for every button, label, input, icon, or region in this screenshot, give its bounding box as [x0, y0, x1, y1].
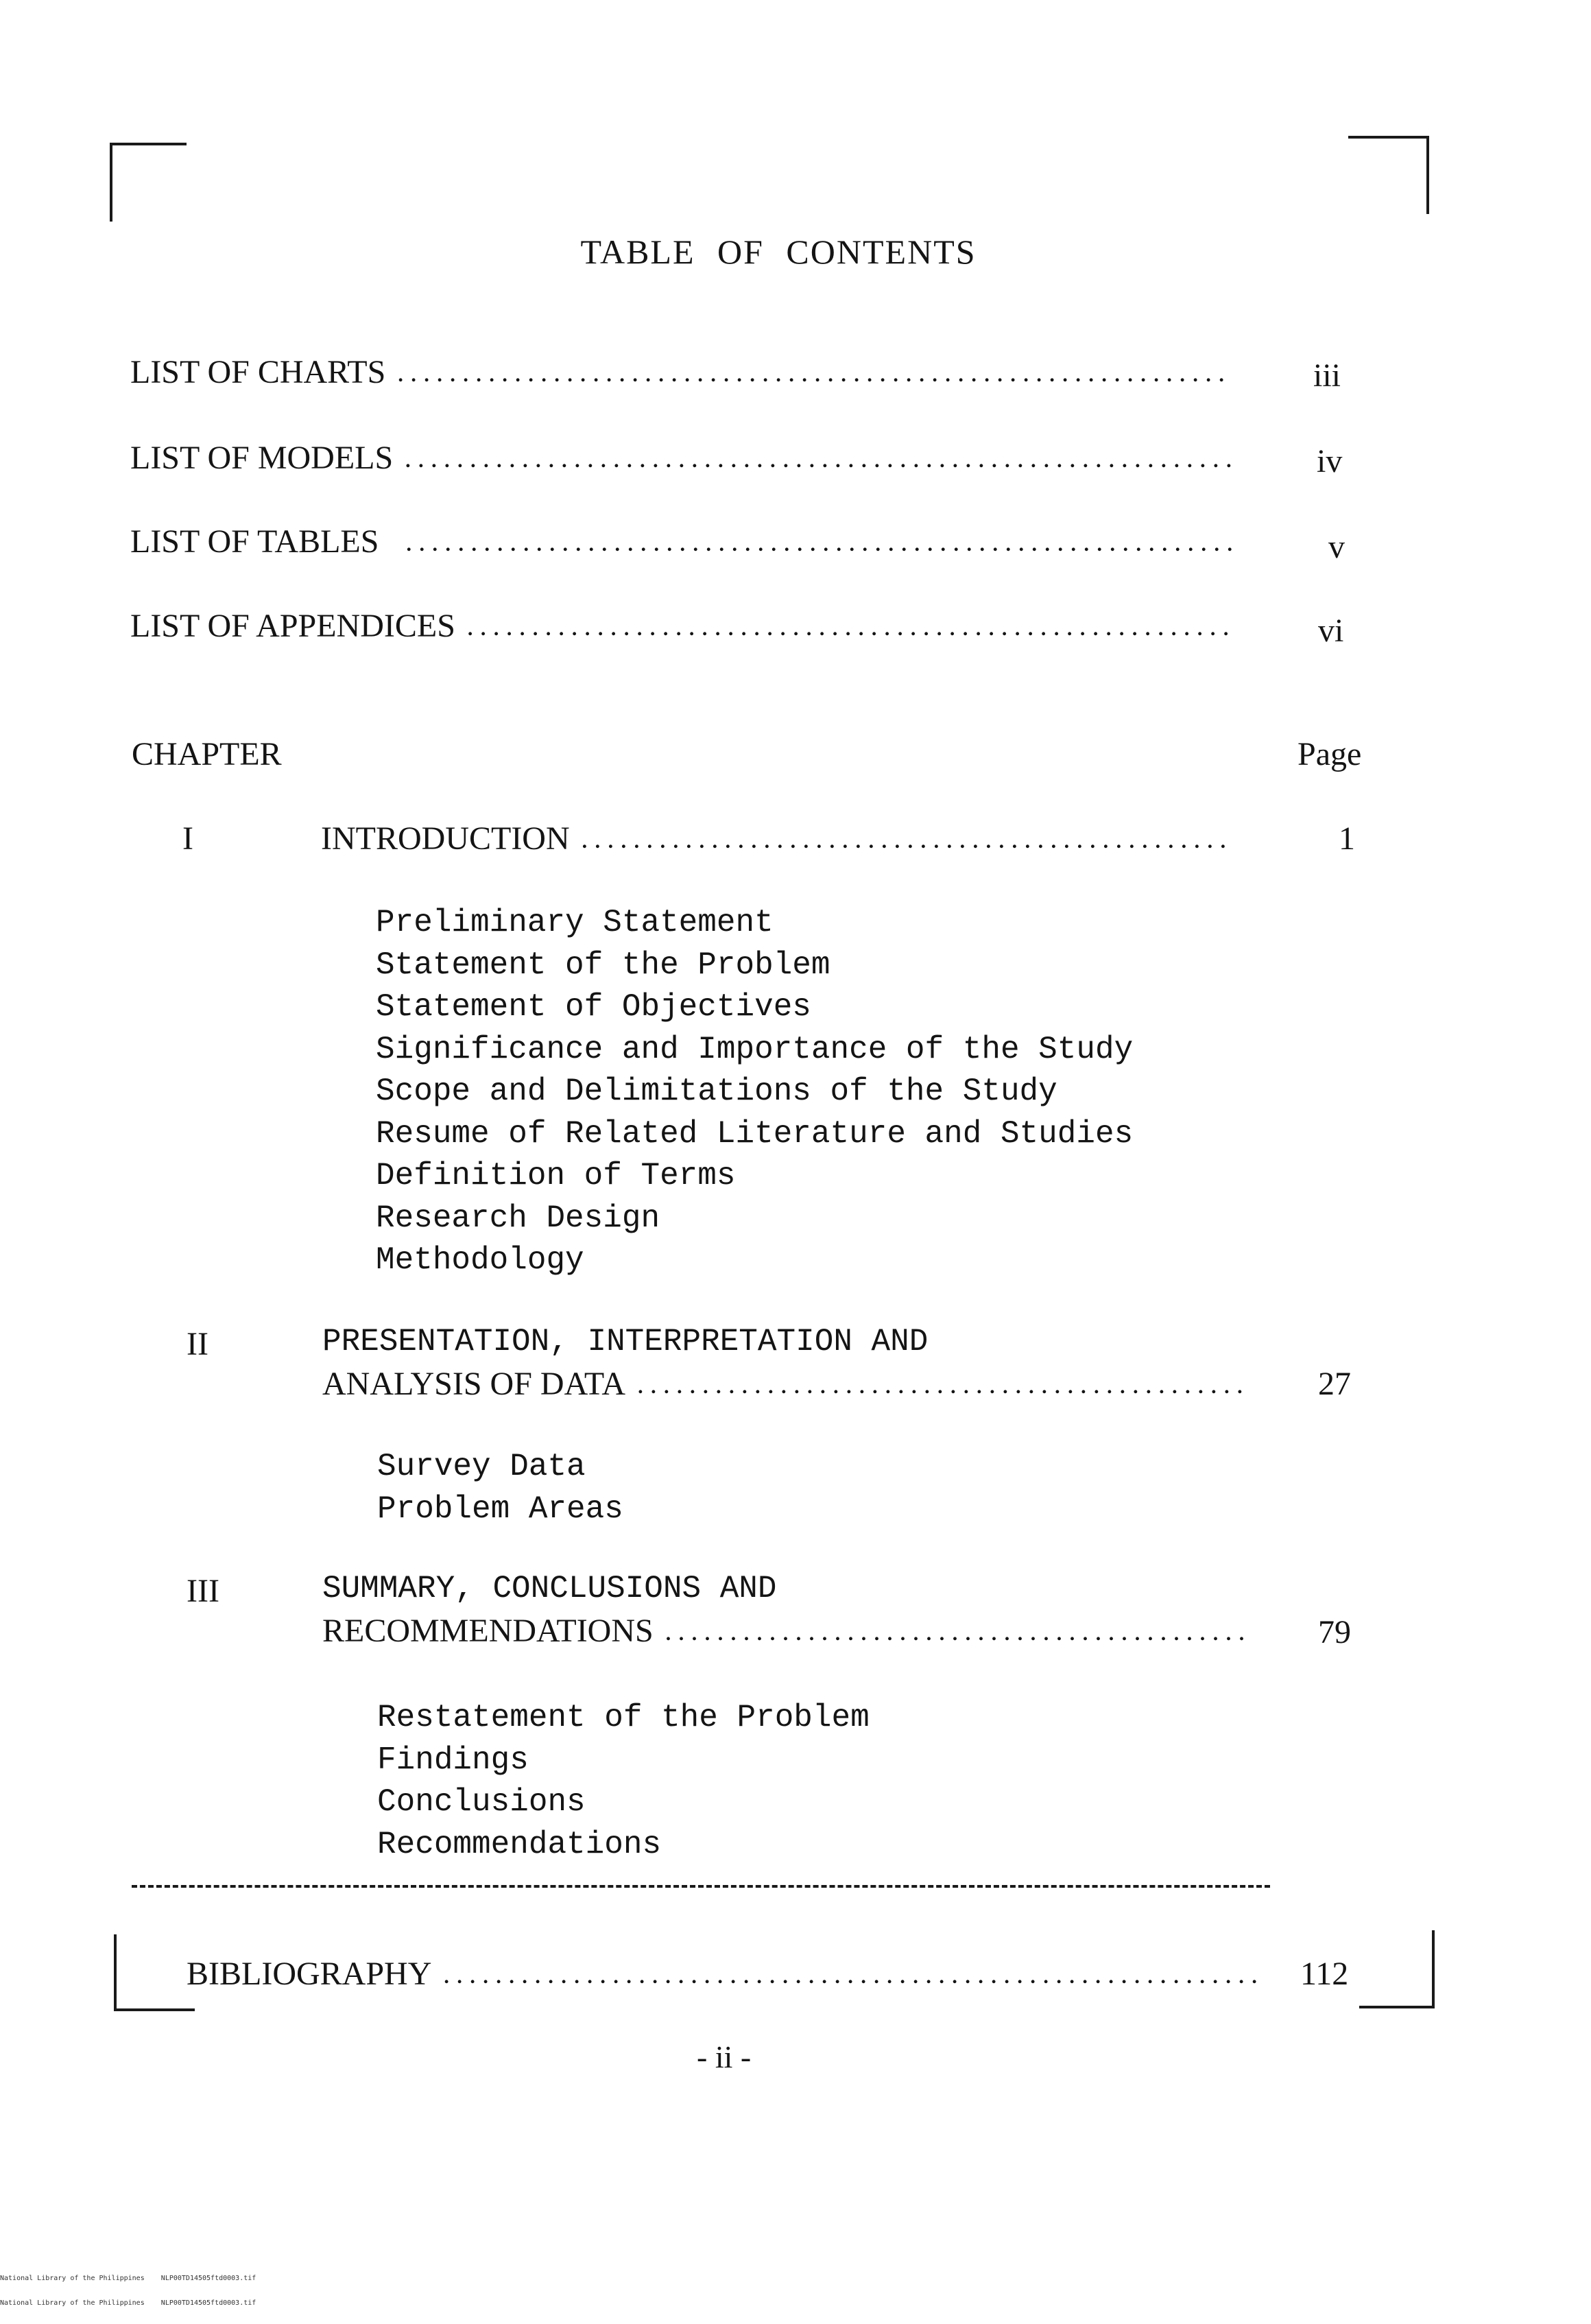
section-item: Scope and Delimitations of the Study	[376, 1074, 1057, 1109]
section-item: Survey Data	[377, 1449, 586, 1484]
section-item: Significance and Importance of the Study	[376, 1031, 1134, 1067]
toc-entry-list-of-charts	[130, 353, 1241, 391]
chapter-page: 27	[1318, 1366, 1351, 1402]
page-number: - ii -	[697, 2039, 752, 2074]
chapter-title: INTRODUCTION	[321, 820, 570, 857]
dot-leader	[582, 830, 1232, 853]
corner-mark-bottom-left	[114, 2008, 195, 2011]
toc-entry-bibliography	[187, 1955, 1274, 1993]
toc-entry-page: 112	[1300, 1956, 1349, 1992]
chapter-numeral: II	[187, 1326, 208, 1362]
corner-mark-bottom-right	[1359, 2006, 1435, 2008]
section-item: Findings	[377, 1742, 529, 1778]
dot-leader	[405, 449, 1232, 473]
chapter-section-list	[377, 1697, 870, 1866]
chapter-title-continued: ANALYSIS OF DATA	[322, 1366, 626, 1402]
section-item: Statement of Objectives	[376, 989, 811, 1025]
chapter-page: 1	[1339, 820, 1355, 857]
chapter-section-list	[377, 1446, 623, 1530]
corner-mark-top-left	[110, 143, 187, 145]
footer-line: National Library of the Philippines NLP00TD14505ftd0003.tif	[0, 2275, 256, 2282]
chapter-title-row	[322, 1365, 1255, 1403]
section-item: Conclusions	[377, 1784, 586, 1820]
corner-mark-bottom-right-vertical	[1432, 1930, 1435, 2008]
chapter-title-row	[321, 820, 1241, 857]
chapter-title-row	[322, 1612, 1255, 1650]
toc-entry-list-of-models	[130, 439, 1241, 477]
toc-entry-list-of-appendices	[130, 607, 1241, 645]
section-item: Restatement of the Problem	[377, 1700, 870, 1735]
corner-mark-top-right-vertical	[1426, 136, 1429, 214]
dot-leader	[444, 1965, 1265, 1989]
page-title: TABLE OF CONTENTS	[580, 233, 977, 271]
toc-entry-label: LIST OF APPENDICES	[130, 608, 455, 644]
chapter-numeral: I	[182, 820, 193, 857]
dot-leader	[406, 533, 1232, 556]
chapter-column-header: CHAPTER	[132, 736, 282, 772]
chapter-title: PRESENTATION, INTERPRETATION AND	[322, 1324, 929, 1360]
dot-leader	[638, 1375, 1245, 1399]
section-item: Statement of the Problem	[376, 947, 830, 983]
toc-entry-page: v	[1328, 529, 1345, 565]
dashed-divider	[132, 1885, 1270, 1888]
page-column-header: Page	[1297, 736, 1362, 772]
section-item: Definition of Terms	[376, 1158, 736, 1194]
corner-mark-bottom-left-vertical	[114, 1934, 117, 2011]
toc-entry-page: iv	[1317, 443, 1343, 479]
toc-entry-label: LIST OF CHARTS	[130, 354, 386, 390]
section-item: Recommendations	[377, 1826, 662, 1862]
toc-entry-page: iii	[1313, 357, 1341, 394]
dot-leader	[666, 1622, 1245, 1646]
chapter-numeral: III	[187, 1573, 219, 1609]
section-item: Preliminary Statement	[376, 905, 774, 940]
chapter-title-continued: RECOMMENDATIONS	[322, 1613, 654, 1649]
section-item: Resume of Related Literature and Studies	[376, 1115, 1134, 1152]
chapter-section-list	[376, 902, 1133, 1282]
scan-footer	[0, 2258, 256, 2324]
section-item: Methodology	[376, 1242, 584, 1278]
toc-entry-list-of-tables	[130, 523, 1241, 560]
toc-entry-page: vi	[1318, 613, 1344, 649]
dot-leader	[398, 364, 1232, 387]
dot-leader	[468, 617, 1232, 641]
corner-mark-top-left-vertical	[110, 143, 112, 222]
section-item: Research Design	[376, 1200, 660, 1236]
chapter-title: SUMMARY, CONCLUSIONS AND	[322, 1571, 777, 1606]
toc-entry-label: LIST OF TABLES	[130, 523, 379, 560]
chapter-page: 79	[1318, 1614, 1351, 1650]
toc-entry-label: BIBLIOGRAPHY	[187, 1956, 432, 1992]
footer-line: National Library of the Philippines NLP00TD14505ftd0003.tif	[0, 2299, 256, 2307]
section-item: Problem Areas	[377, 1491, 623, 1527]
toc-entry-label: LIST OF MODELS	[130, 440, 394, 476]
corner-mark-top-right	[1348, 136, 1428, 139]
